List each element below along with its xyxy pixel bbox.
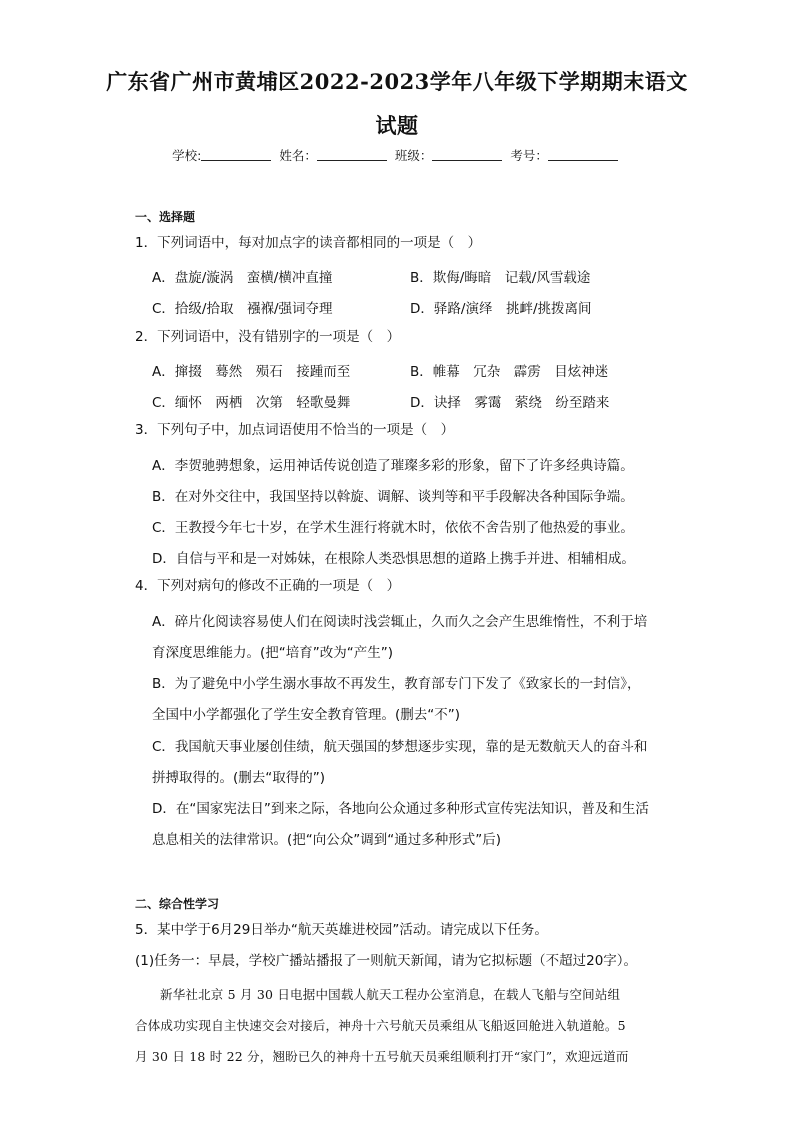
q4-option-b-line1: B．为了避免中小学生溺水事故不再发生，教育部专门下发了《致家长的一封信》， — [152, 676, 641, 692]
q4-option-c-line2: 拼搏取得的。(删去“取得的”) — [152, 770, 326, 786]
q3-option-c: C．王教授今年七十岁，在学术生涯行将就木时，依依不舍告别了他热爱的事业。 — [152, 520, 634, 536]
q4-option-d-line1: D．在“国家宪法日”到来之际，各地向公众通过多种形式宣传宪法知识，普及和生活 — [152, 801, 649, 817]
q4-option-b-line2: 全国中小学都强化了学生安全教育管理。(删去“不”) — [152, 707, 461, 723]
q4-stem: 4．下列对病句的修改不正确的一项是（ ） — [135, 578, 401, 594]
name-label: 姓名： — [279, 148, 317, 163]
q1-option-b: B．欺侮/晦暗 记载/风雪载途 — [410, 270, 591, 286]
q1-option-d: D．驿路/演绎 挑衅/挑拨离间 — [410, 301, 592, 317]
q1-option-c: C．拾级/拾取 襁褓/强词夺理 — [152, 301, 333, 317]
q3-option-a: A．李贺驰骋想象，运用神话传说创造了璀璨多彩的形象，留下了许多经典诗篇。 — [152, 458, 634, 474]
q2-option-d: D．诀择 雾霭 萦绕 纷至踏来 — [410, 395, 610, 411]
class-blank[interactable] — [432, 148, 502, 161]
q2-option-b: B．帷幕 冗杂 霹雳 目炫神迷 — [410, 364, 609, 380]
exam-number-label: 考号： — [510, 148, 548, 163]
q1-stem: 1．下列词语中，每对加点字的读音都相同的一项是（ ） — [135, 235, 482, 251]
q3-option-b: B．在对外交往中，我国坚持以斡旋、调解、谈判等和平手段解决各种国际争端。 — [152, 489, 634, 505]
q1-option-a: A．盘旋/漩涡 蛮横/横冲直撞 — [152, 270, 333, 286]
school-label: 学校: — [172, 148, 202, 163]
document-title-line1: 广东省广州市黄埔区2022-2023学年八年级下学期期末语文 — [106, 69, 688, 94]
q3-stem: 3．下列句子中，加点词语使用不恰当的一项是（ ） — [135, 422, 455, 438]
q5-stem: 5．某中学于6月29日举办“航天英雄进校园”活动。请完成以下任务。 — [135, 922, 548, 938]
q4-option-c-line1: C．我国航天事业屡创佳绩，航天强国的梦想逐步实现，靠的是无数航天人的奋斗和 — [152, 739, 648, 755]
section-heading-choice: 一、选择题 — [135, 210, 196, 224]
class-label: 班级： — [394, 148, 433, 163]
q4-option-a-line2: 育深度思维能力。(把“培育”改为“产生”) — [152, 645, 394, 661]
q2-stem: 2．下列词语中，没有错别字的一项是（ ） — [135, 329, 401, 345]
q5-task1: (1)任务一：早晨，学校广播站播报了一则航天新闻，请为它拟标题（不超过20字）。 — [135, 953, 638, 969]
q2-option-c: C．缅怀 两栖 次第 轻歌曼舞 — [152, 395, 351, 411]
exam-number-blank[interactable] — [548, 148, 618, 161]
q4-option-d-line2: 息息相关的法律常识。(把“向公众”调到“通过多种形式”后) — [152, 832, 502, 848]
q4-option-a-line1: A．碎片化阅读容易使人们在阅读时浅尝辄止，久而久之会产生思维惰性，不利于培 — [152, 614, 648, 630]
q3-option-d: D．自信与平和是一对姊妹，在根除人类恐惧思想的道路上携手并进、相辅相成。 — [152, 551, 635, 567]
news-paragraph-line: 新华社北京 5 月 30 日电据中国载人航天工程办公室消息，在载人飞船与空间站组 — [160, 987, 621, 1002]
name-blank[interactable] — [317, 148, 387, 161]
student-info-row — [0, 146, 794, 164]
news-paragraph-line: 月 30 日 18 时 22 分，翘盼已久的神舟十五号航天员乘组顺利打开“家门”，欢迎远道而 — [135, 1049, 629, 1064]
document-title-line2: 试题 — [375, 113, 419, 138]
news-paragraph-line: 合体成功实现自主快速交会对接后，神舟十六号航天员乘组从飞船返回舱进入轨道舱。5 — [135, 1018, 626, 1033]
q2-option-a: A．撺掇 蓦然 殒石 接踵而至 — [152, 364, 351, 380]
section-heading-comprehensive: 二、综合性学习 — [135, 897, 220, 911]
school-blank[interactable] — [201, 148, 271, 161]
